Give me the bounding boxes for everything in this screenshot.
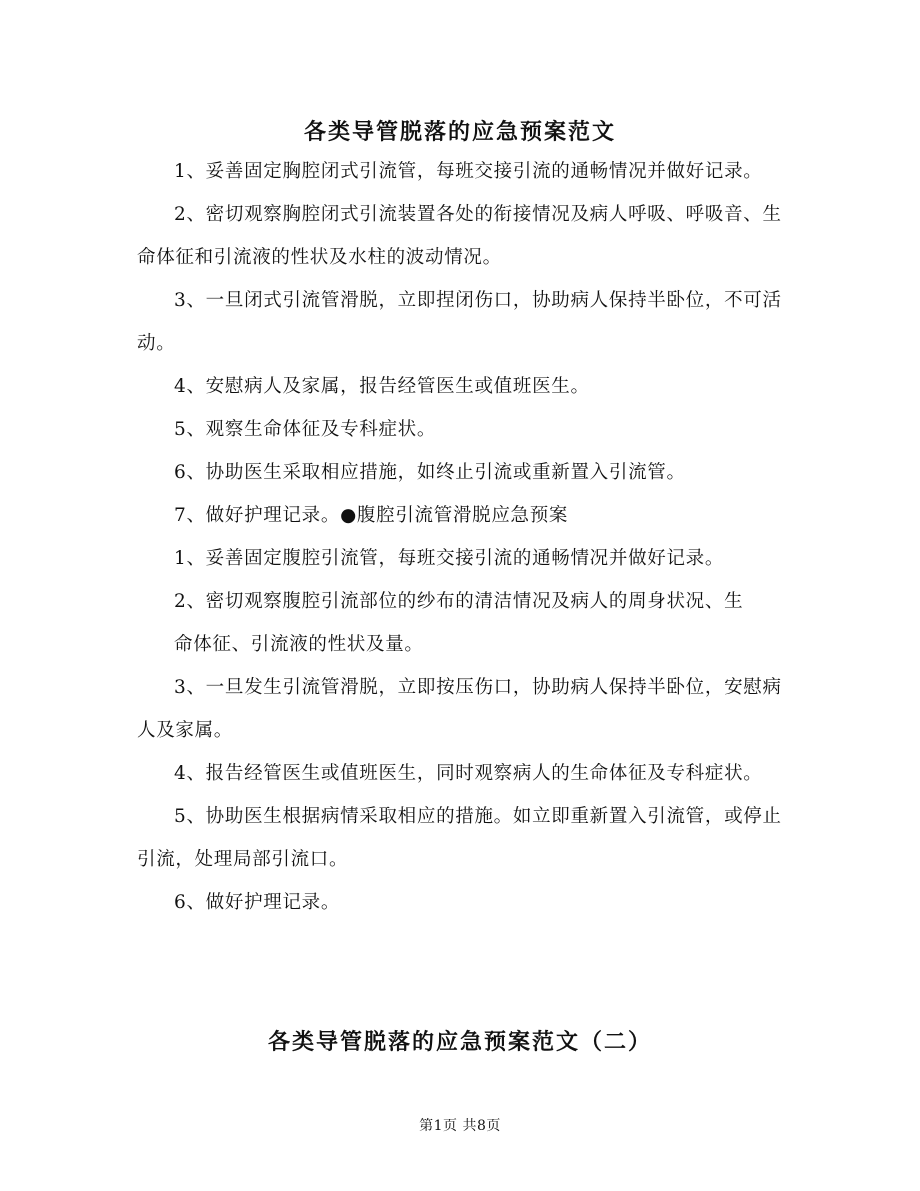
paragraph: 5、协助医生根据病情采取相应的措施。如立即重新置入引流管，或停止引流，处理局部引流口。 [137,806,782,870]
paragraph: 命体征、引流液的性状及量。 [174,634,424,655]
paragraph: 4、报告经管医生或值班医生，同时观察病人的生命体征及专科症状。 [174,763,763,784]
page-number: 第1页 共8页 [419,1118,501,1134]
paragraph: 5、观察生命体征及专科症状。 [174,419,437,440]
paragraph: 7、做好护理记录。●腹腔引流管滑脱应急预案 [174,505,569,526]
document-body [137,150,787,924]
paragraph: 2、密切观察胸腔闭式引流装置各处的衔接情况及病人呼吸、呼吸音、生命体征和引流液的性状及水柱的波动情况。 [137,204,782,268]
paragraph: 3、一旦发生引流管滑脱，立即按压伤口，协助病人保持半卧位，安慰病人及家属。 [137,677,782,741]
document-title: 各类导管脱落的应急预案范文 [303,119,616,145]
paragraph: 4、安慰病人及家属，报告经管医生或值班医生。 [174,376,590,397]
paragraph: 1、妥善固定胸腔闭式引流管，每班交接引流的通畅情况并做好记录。 [174,161,763,182]
paragraph: 2、密切观察腹腔引流部位的纱布的清洁情况及病人的周身状况、生 [174,591,744,612]
paragraph: 1、妥善固定腹腔引流管，每班交接引流的通畅情况并做好记录。 [174,548,725,569]
paragraph: 3、一旦闭式引流管滑脱，立即捏闭伤口，协助病人保持半卧位，不可活动。 [137,290,782,354]
section-title: 各类导管脱落的应急预案范文（二） [267,1029,652,1055]
paragraph: 6、协助医生采取相应措施，如终止引流或重新置入引流管。 [174,462,686,483]
paragraph: 6、做好护理记录。 [174,892,341,913]
